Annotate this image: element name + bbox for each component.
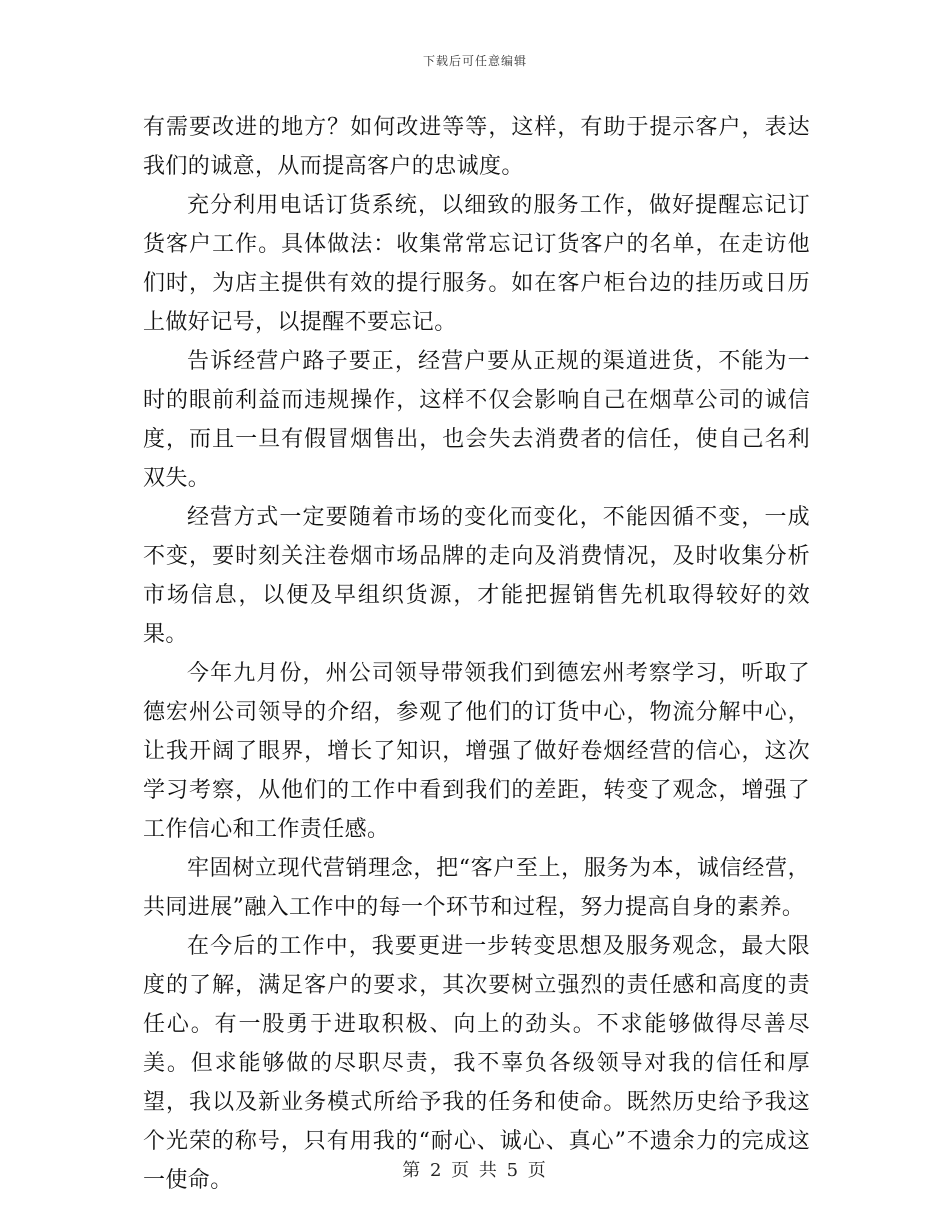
paragraph-phone-ordering: 充分利用电话订货系统，以细致的服务工作，做好提醒忘记订货客户工作。具体做法：收集常常忘记订货客户的名单，在走访他们时，为店主提供有效的提行服务。如在客户柜台边的挂历或日历上做好记号，以提醒不要忘记。 (143, 193, 810, 335)
paragraph-proper-channels: 告诉经营户路子要正，经营户要从正规的渠道进货，不能为一时的眼前利益而违规操作，这样不仅会影响自己在烟草公司的诚信度，而且一旦有假冒烟售出，也会失去消费者的信任，使自己名利双失。 (143, 349, 810, 491)
paragraph-study-visit: 今年九月份，州公司领导带领我们到德宏州考察学习，听取了德宏州公司领导的介绍，参观了他们的订货中心，物流分解中心，让我开阔了眼界，增长了知识，增强了做好卷烟经营的信心，这次学习考察，从他们的工作中看到我们的差距，转变了观念，增强了工作信心和工作责任感。 (143, 661, 810, 842)
page-header-note: 下载后可任意编辑 (422, 54, 527, 68)
paragraph-future-work: 在今后的工作中，我要更进一步转变思想及服务观念，最大限度的了解，满足客户的要求，其次要树立强烈的责任感和高度的责任心。有一股勇于进取积极、向上的劲头。不求能够做得尽善尽美。但求能够做的尽职尽责，我不辜负各级领导对我的信任和厚望，我以及新业务模式所给予我的任务和使命。既然历史给予我这个光荣的称号，只有用我的“耐心、诚心、真心”不遗余力的完成这一使命。 (143, 934, 810, 1193)
page-number-footer: 第 2 页 共 5 页 (402, 1160, 548, 1181)
document-body (143, 108, 810, 1200)
paragraph-marketing-concept: 牢固树立现代营销理念，把“客户至上，服务为本，诚信经营，共同进展”融入工作中的每一个环节和过程，努力提高自身的素养。 (143, 856, 810, 920)
paragraph-continuation: 有需要改进的地方？如何改进等等，这样，有助于提示客户，表达我们的诚意，从而提高客户的忠诚度。 (143, 115, 810, 179)
paragraph-market-changes: 经营方式一定要随着市场的变化而变化，不能因循不变，一成不变，要时刻关注卷烟市场品牌的走向及消费情况，及时收集分析市场信息，以便及早组织货源，才能把握销售先机取得较好的效果。 (143, 505, 810, 647)
